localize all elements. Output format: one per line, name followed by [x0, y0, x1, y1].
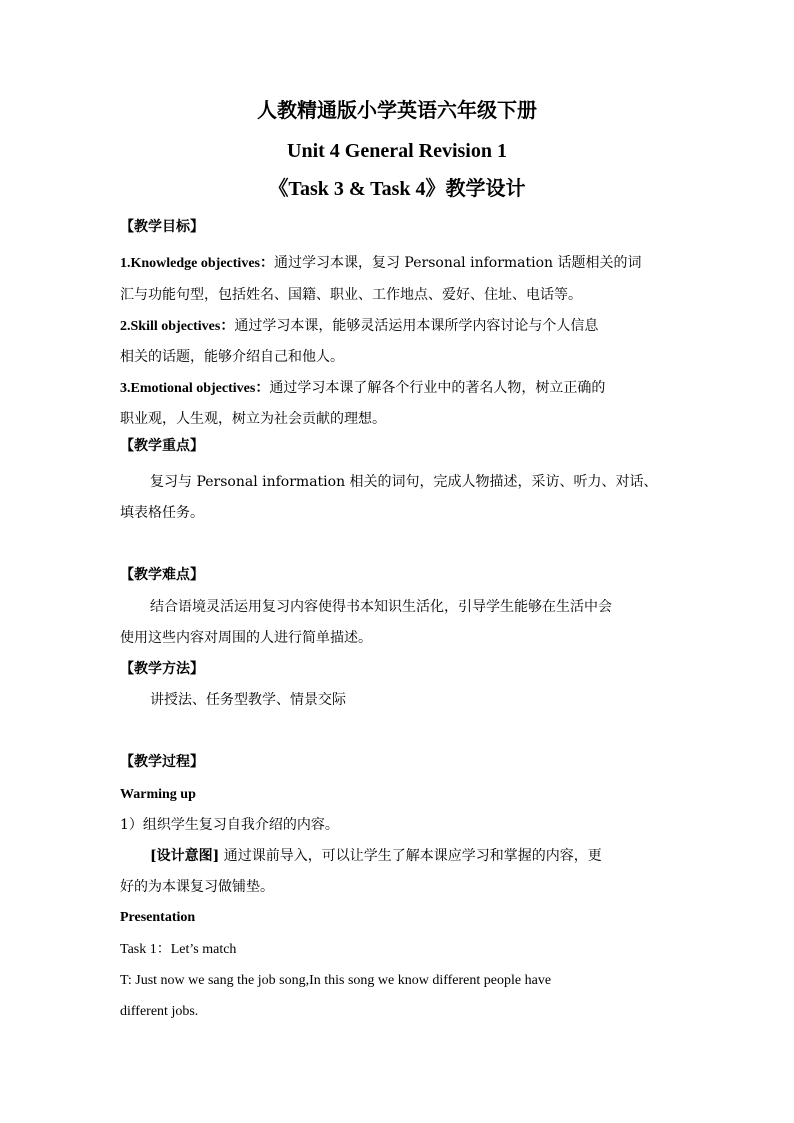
objective-2-text-a: 通过学习本课，能够灵活运用本课所学内容讨论与个人信息: [234, 318, 599, 334]
objective-2-label: 2.Skill objectives：: [120, 319, 235, 334]
objective-2-line1: [120, 317, 680, 336]
presentation-label: Presentation: [120, 910, 196, 925]
task-1-label: Task 1：Let’s match: [120, 942, 237, 957]
objective-3-text-b: 职业观，人生观，树立为社会贡献的理想。: [120, 411, 386, 427]
objective-1-text-a: 通过学习本课，复习 Personal information 话题相关的词: [273, 255, 642, 271]
doc-title-line3: 《Task 3 & Task 4》教学设计: [268, 178, 526, 200]
doc-title-line1: 人教精通版小学英语六年级下册: [257, 100, 537, 122]
objective-1-line1: [120, 254, 680, 273]
key-points-text-a: 复习与 Personal information 相关的词句，完成人物描述，采访、听力、对话、: [150, 474, 658, 490]
objective-3-label: 3.Emotional objectives：: [120, 381, 270, 396]
design-intent-line1: [150, 847, 710, 865]
design-intent-text-b: 好的为本课复习做铺垫。: [120, 879, 274, 895]
methods-text: 讲授法、任务型教学、情景交际: [150, 692, 346, 708]
objective-1-text-b: 汇与功能句型，包括姓名、国籍、职业、工作地点、爱好、住址、电话等。: [120, 287, 582, 303]
objective-3-line1: [120, 379, 680, 398]
difficulties-heading: 【教学难点】: [120, 567, 204, 583]
methods-heading: 【教学方法】: [120, 661, 204, 677]
teacher-line-b: different jobs.: [120, 1004, 199, 1019]
objective-1-label: 1.Knowledge objectives：: [120, 256, 274, 271]
key-points-text-b: 填表格任务。: [120, 505, 204, 521]
design-intent-label: [设计意图]: [150, 848, 220, 864]
objective-2-text-b: 相关的话题，能够介绍自己和他人。: [120, 349, 344, 365]
process-step-1: 1）组织学生复习自我介绍的内容。: [120, 817, 339, 833]
key-points-heading: 【教学重点】: [120, 438, 204, 454]
objectives-heading: 【教学目标】: [120, 219, 204, 235]
design-intent-text-a: 通过课前导入，可以让学生了解本课应学习和掌握的内容，更: [219, 848, 602, 864]
warming-up-label: Warming up: [120, 787, 196, 802]
objective-3-text-a: 通过学习本课了解各个行业中的著名人物，树立正确的: [269, 380, 606, 396]
difficulties-text-a: 结合语境灵活运用复习内容使得书本知识生活化，引导学生能够在生活中会: [150, 599, 612, 615]
process-heading: 【教学过程】: [120, 754, 204, 770]
difficulties-text-b: 使用这些内容对周围的人进行简单描述。: [120, 630, 372, 646]
teacher-line-a: T: Just now we sang the job song,In this song we know different people have: [120, 973, 552, 988]
doc-title-line2: Unit 4 General Revision 1: [287, 140, 507, 162]
